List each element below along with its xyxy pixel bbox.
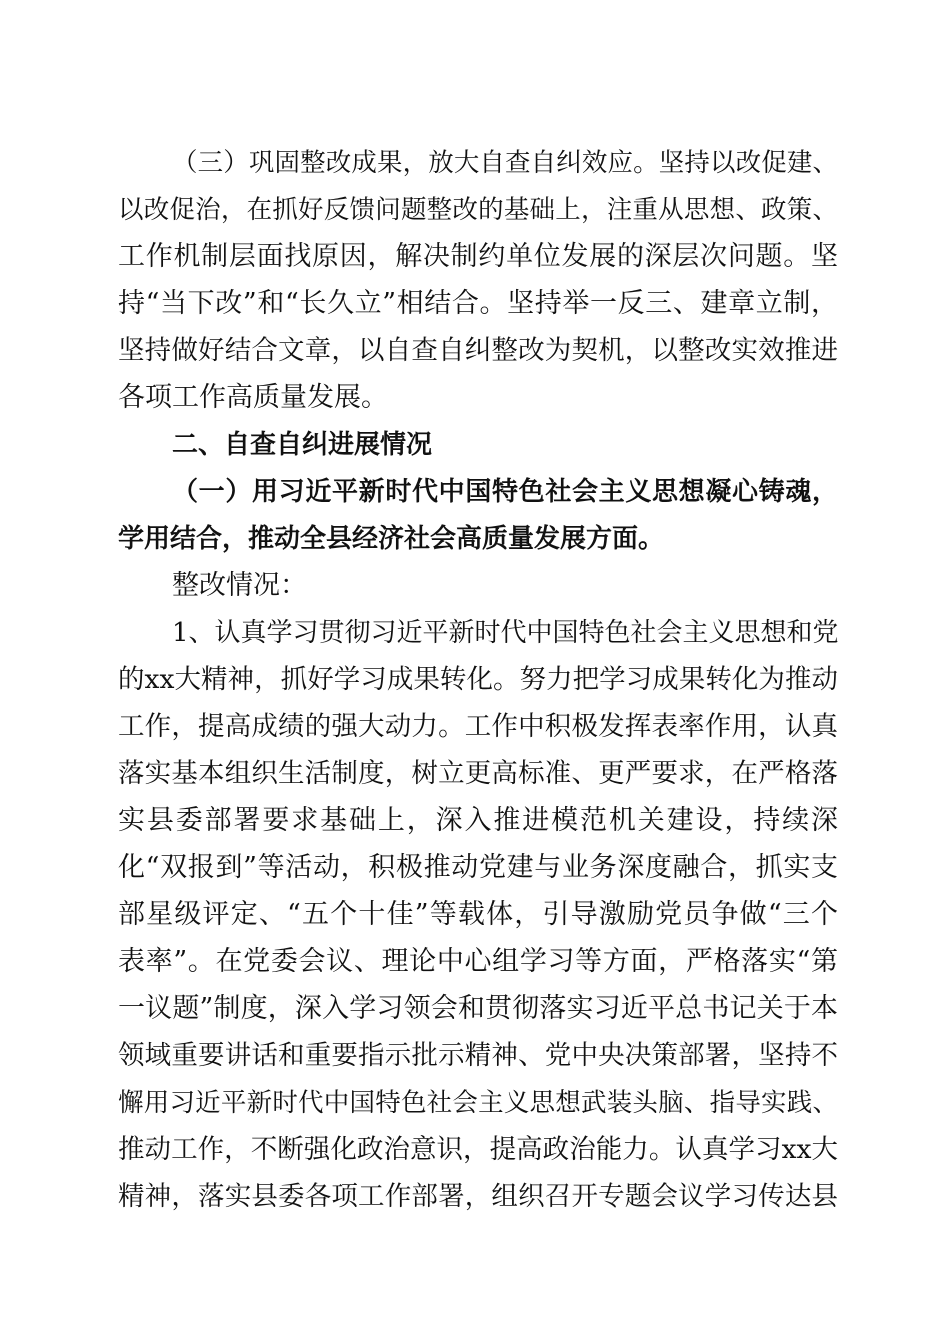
item-1-line-13: 精神，落实县委各项工作部署，组织召开专题会议学习传达县: [118, 1181, 838, 1212]
item-1-line-2: 的xx大精神，抓好学习成果转化。努力把学习成果转化为推动: [118, 664, 838, 695]
item-1-line-11: 懈用习近平新时代中国特色社会主义思想武装头脑、指导实践、: [118, 1088, 838, 1118]
item-1-line-8: 表率”。在党委会议、理论中心组学习等方面，严格落实“第: [118, 946, 838, 977]
rectification-label: 整改情况：: [172, 570, 307, 601]
paragraph-3-line-1: （三）巩固整改成果，放大自查自纠效应。坚持以改促建、: [172, 148, 838, 178]
item-1-line-5: 实县委部署要求基础上，深入推进模范机关建设，持续深: [118, 805, 838, 836]
item-1-line-4: 落实基本组织生活制度，树立更高标准、更严要求，在严格落: [118, 758, 838, 789]
paragraph-3-line-6: 各项工作高质量发展。: [118, 382, 388, 413]
paragraph-3-line-3: 工作机制层面找原因，解决制约单位发展的深层次问题。坚: [118, 241, 838, 272]
paragraph-3-line-5: 坚持做好结合文章，以自查自纠整改为契机，以整改实效推进: [118, 335, 838, 366]
item-1-line-1: 1、认真学习贯彻习近平新时代中国特色社会主义思想和党: [172, 618, 839, 648]
subsection-heading-line-2: 学用结合，推动全县经济社会高质量发展方面。: [118, 524, 665, 554]
paragraph-3-line-4: 持“当下改”和“长久立”相结合。坚持举一反三、建章立制，: [118, 288, 838, 319]
paragraph-3-line-2: 以改促治，在抓好反馈问题整改的基础上，注重从思想、政策、: [118, 195, 838, 225]
item-1-line-12: 推动工作，不断强化政治意识，提高政治能力。认真学习xx大: [118, 1134, 838, 1165]
item-1-line-10: 领域重要讲话和重要指示批示精神、党中央决策部署，坚持不: [118, 1040, 838, 1071]
item-1-line-9: 一议题”制度，深入学习领会和贯彻落实习近平总书记关于本: [118, 993, 838, 1024]
item-1-line-3: 工作，提高成绩的强大动力。工作中积极发挥表率作用，认真: [118, 711, 838, 742]
subsection-heading-line-1: （一）用习近平新时代中国特色社会主义思想凝心铸魂，: [172, 477, 838, 507]
item-1-line-7: 部星级评定、“五个十佳”等载体，引导激励党员争做“三个: [118, 899, 838, 930]
section-heading: 二、自查自纠进展情况: [172, 430, 433, 460]
item-1-line-6: 化“双报到”等活动，积极推动党建与业务深度融合，抓实支: [118, 852, 838, 883]
